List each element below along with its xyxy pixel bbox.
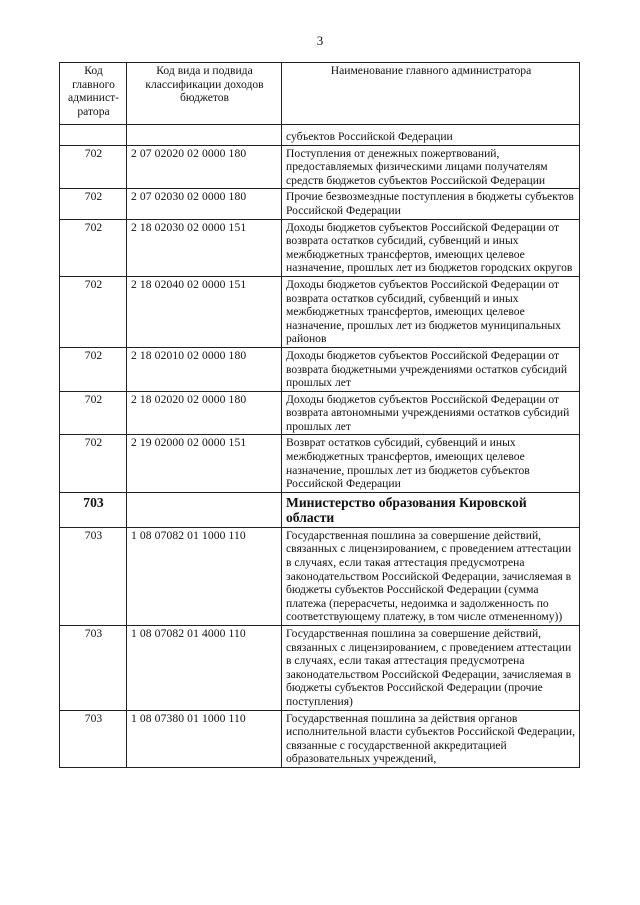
name-cell: Государственная пошлина за действия органов исполнительной власти субъектов Российской Федерации, связанные с государственной аккредитацией образовательных учреждений, xyxy=(282,710,580,767)
name-cell: Государственная пошлина за совершение действий, связанных с лицензированием, с проведением аттестации в случаях, если такая аттестация предусмотрена законодательством Российской Федерации, зачисляемая в бюджеты субъектов Российской Федерации (прочие поступления) xyxy=(282,626,580,711)
admin-code-cell: 703 xyxy=(60,626,127,711)
table-row xyxy=(60,626,580,711)
admin-code-cell: 703 xyxy=(60,527,127,625)
table-row xyxy=(60,527,580,625)
admin-code-cell: 702 xyxy=(60,145,127,189)
table-row xyxy=(60,391,580,435)
name-cell: Доходы бюджетов субъектов Российской Федерации от возврата автономными учреждениями остатков субсидий прошлых лет xyxy=(282,391,580,435)
kbk-cell: 1 08 07380 01 1000 110 xyxy=(127,710,282,767)
name-cell: Возврат остатков субсидий, субвенций и иных межбюджетных трансфертов, имеющих целевое назначение, прошлых лет из бюджетов субъектов Российской Федерации xyxy=(282,435,580,492)
kbk-cell: 2 18 02010 02 0000 180 xyxy=(127,347,282,391)
admin-code-cell: 702 xyxy=(60,435,127,492)
continuation-row xyxy=(60,129,580,145)
kbk-cell: 2 18 02020 02 0000 180 xyxy=(127,391,282,435)
section-row-ministry-education xyxy=(60,492,580,527)
name-cell: Поступления от денежных пожертвований, предоставляемых физическими лицами получателям средств бюджетов субъектов Российской Федерации xyxy=(282,145,580,189)
admin-code-cell: 702 xyxy=(60,276,127,347)
kbk-cell: 2 18 02030 02 0000 151 xyxy=(127,219,282,276)
table-row xyxy=(60,435,580,492)
kbk-cell: 1 08 07082 01 4000 110 xyxy=(127,626,282,711)
table-row xyxy=(60,276,580,347)
continuation-text: субъектов Российской Федерации xyxy=(282,129,580,145)
name-cell: Государственная пошлина за совершение действий, связанных с лицензированием, с проведением аттестации в случаях, если такая аттестация предусмотрена законодательством Российской Федерации, зачисляемая в бюджеты субъектов Российской Федерации (сумма платежа (перерасчеты, недоимка и задолженность по соответствующему платежу, в том числе отмененному)) xyxy=(282,527,580,625)
kbk-cell: 2 19 02000 02 0000 151 xyxy=(127,435,282,492)
admin-code-cell: 702 xyxy=(60,391,127,435)
header-classification-code: Код вида и подвида классификации доходов бюджетов xyxy=(127,63,282,125)
header-admin-code: Код главного админист-ратора xyxy=(60,63,127,125)
table-row xyxy=(60,347,580,391)
table-header-row xyxy=(60,63,580,125)
kbk-cell: 2 07 02020 02 0000 180 xyxy=(127,145,282,189)
admin-code-cell: 702 xyxy=(60,347,127,391)
kbk-cell: 2 18 02040 02 0000 151 xyxy=(127,276,282,347)
name-cell: Доходы бюджетов субъектов Российской Федерации от возврата остатков субсидий, субвенций и иных межбюджетных трансфертов, имеющих целевое назначение, прошлых лет из бюджетов муниципальных районов xyxy=(282,276,580,347)
page-number: 3 xyxy=(316,33,324,48)
budget-classification-table xyxy=(59,62,580,768)
name-cell: Прочие безвозмездные поступления в бюджеты субъектов Российской Федерации xyxy=(282,189,580,219)
admin-code-cell: 702 xyxy=(60,219,127,276)
header-admin-name: Наименование главного администратора xyxy=(282,63,580,125)
kbk-cell: 1 08 07082 01 1000 110 xyxy=(127,527,282,625)
admin-code-cell: 702 xyxy=(60,189,127,219)
name-cell: Доходы бюджетов субъектов Российской Федерации от возврата остатков субсидий, субвенций и иных межбюджетных трансфертов, имеющих целевое назначение, прошлых лет из бюджетов городских округов xyxy=(282,219,580,276)
section-title: Министерство образования Кировской области xyxy=(282,492,580,527)
table-row xyxy=(60,145,580,189)
table-row xyxy=(60,189,580,219)
section-admin-code: 703 xyxy=(60,492,127,527)
name-cell: Доходы бюджетов субъектов Российской Федерации от возврата бюджетными учреждениями остатков субсидий прошлых лет xyxy=(282,347,580,391)
table-row xyxy=(60,219,580,276)
section-kbk-cell xyxy=(127,492,282,527)
table-row xyxy=(60,710,580,767)
kbk-cell: 2 07 02030 02 0000 180 xyxy=(127,189,282,219)
admin-code-cell: 703 xyxy=(60,710,127,767)
